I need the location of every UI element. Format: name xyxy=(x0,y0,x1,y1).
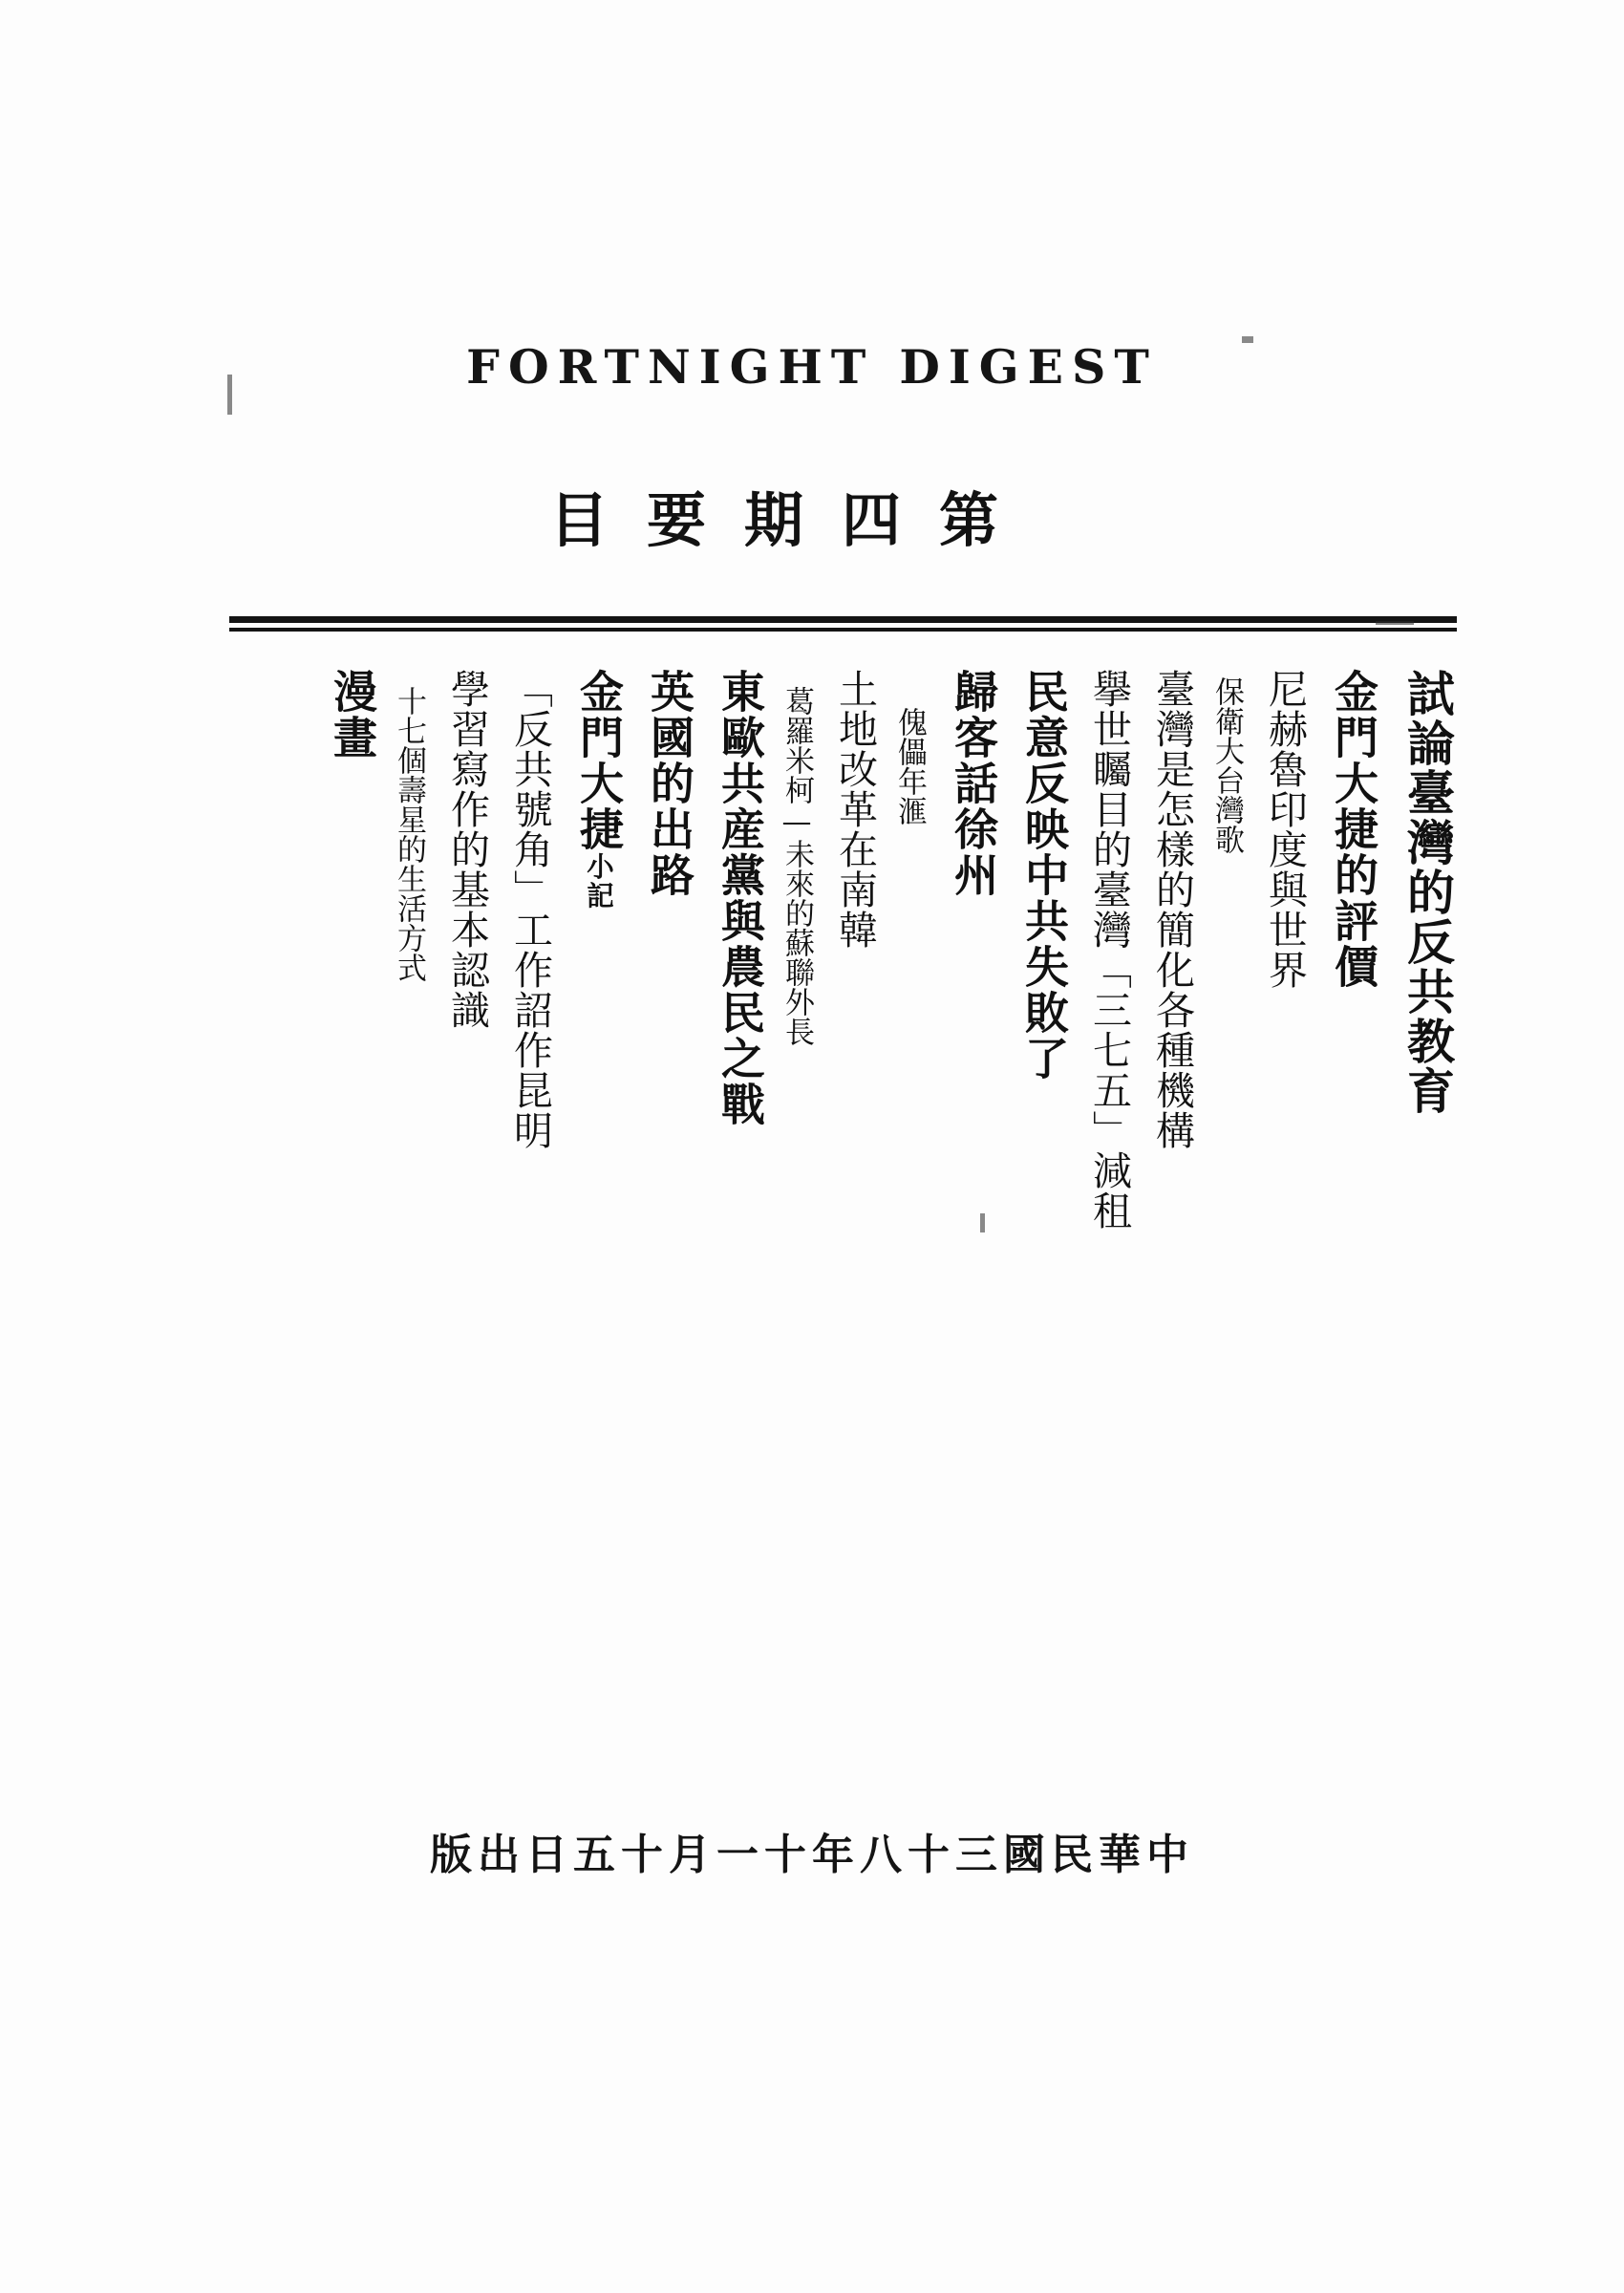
contents-entry[interactable] xyxy=(487,669,553,1150)
contents-entry-text: 東歐共産黨與農民之戰 xyxy=(715,669,766,1127)
contents-entry-text: 學習寫作的基本認識 xyxy=(444,669,490,1030)
contents-entry[interactable] xyxy=(424,669,490,1030)
contents-entry[interactable] xyxy=(812,669,878,950)
scan-speck xyxy=(1376,621,1414,625)
contents-entry[interactable] xyxy=(995,669,1070,1082)
contents-entry-text: 保衛大台灣歌 xyxy=(1209,676,1244,854)
contents-entry-suffix: 小記 xyxy=(583,852,615,911)
contents-entry[interactable] xyxy=(304,669,378,761)
contents-entry[interactable] xyxy=(925,669,999,898)
contents-entry[interactable] xyxy=(374,669,424,982)
contents-list xyxy=(239,669,1456,1748)
contents-entry-text: 葛羅米柯—未來的蘇聯外長 xyxy=(780,686,814,1046)
contents-entry[interactable] xyxy=(1129,669,1195,1150)
contents-entry-text: 臺灣是怎樣的簡化各種機構 xyxy=(1149,669,1195,1150)
contents-entry[interactable] xyxy=(1242,669,1308,990)
contents-entry-text: 土地改革在南韓 xyxy=(832,669,878,950)
contents-entry-text: 漫畫 xyxy=(327,669,378,761)
contents-entry[interactable] xyxy=(762,669,812,1046)
contents-entry[interactable] xyxy=(621,669,695,898)
contents-entry-text: 「反共號角」工作詔作昆明 xyxy=(507,669,553,1150)
english-masthead: FORTNIGHT DIGEST xyxy=(466,339,1158,395)
divider-rule xyxy=(229,616,1457,632)
divider-rule-thin xyxy=(229,628,1457,632)
scan-speck xyxy=(1242,336,1253,343)
contents-entry-text: 十七個壽星的生活方式 xyxy=(392,686,426,982)
contents-entry-text: 英國的出路 xyxy=(644,669,695,898)
scan-speck xyxy=(980,1213,985,1232)
contents-entry[interactable] xyxy=(1376,669,1456,1116)
contents-entry-text: 金門大捷的評價 xyxy=(1328,669,1379,990)
contents-entry[interactable] xyxy=(550,669,625,911)
contents-entry-text: 金門大捷 xyxy=(573,669,625,852)
issue-title: 第四期要目 xyxy=(548,485,1036,555)
contents-entry-text: 傀儡年滙 xyxy=(892,707,927,825)
contents-entry-text: 擧世矚目的臺灣「三七五」減租 xyxy=(1086,669,1132,1231)
scan-speck xyxy=(227,375,232,415)
contents-entry-text: 歸客話徐州 xyxy=(948,669,999,898)
contents-entry-text: 民意反映中共失敗了 xyxy=(1018,669,1070,1082)
contents-entry-text: 試論臺灣的反共教育 xyxy=(1400,669,1456,1116)
contents-entry[interactable] xyxy=(692,669,766,1127)
contents-entry[interactable] xyxy=(1066,669,1132,1231)
divider-rule-thick xyxy=(229,616,1457,623)
contents-entry[interactable] xyxy=(875,669,925,825)
publication-imprint: 中華民國三十八年十一月十五日出版 xyxy=(430,1831,1194,1879)
contents-entry[interactable] xyxy=(1305,669,1379,990)
contents-entry-text: 尼赫魯印度與世界 xyxy=(1262,669,1308,990)
contents-entry[interactable] xyxy=(1192,669,1242,854)
